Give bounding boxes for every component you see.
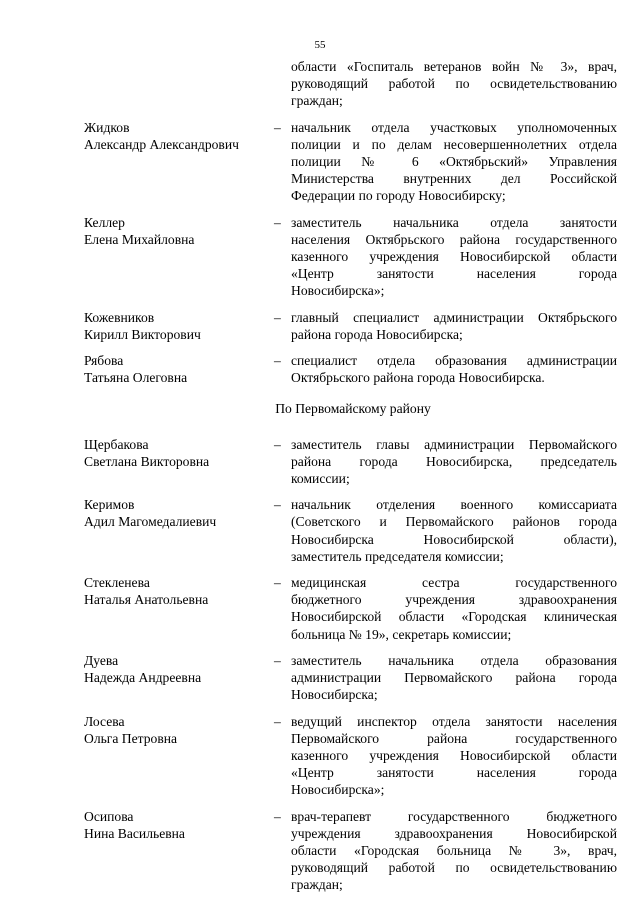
member-given-names: Надежда Андреевна — [84, 670, 202, 686]
text-line: бюджетного учреждения здравоохранения — [291, 592, 617, 608]
member-given-names: Наталья Анатольевна — [84, 592, 209, 608]
member-given-names: Ольга Петровна — [84, 730, 178, 746]
member-list-oktyabrsky — [0, 119, 640, 387]
dash-separator: – — [274, 309, 281, 325]
text-line: области «Городская больница № 3», врач, — [291, 842, 617, 858]
text-line: ведущий инспектор отдела занятости населения — [291, 713, 617, 729]
dash-separator: – — [274, 575, 281, 591]
member-entry — [0, 808, 640, 894]
member-surname: Осипова — [84, 808, 134, 824]
member-position — [291, 713, 617, 799]
member-surname: Керимов — [84, 497, 135, 513]
text-line: Федерации по городу Новосибирску; — [291, 188, 506, 204]
member-position — [291, 574, 617, 643]
text-line: больница № 19», секретарь комиссии; — [291, 626, 512, 642]
member-position — [291, 214, 617, 300]
text-line: граждан; — [291, 877, 343, 893]
text-line: учреждения здравоохранения Новосибирской — [291, 825, 617, 841]
member-surname: Щербакова — [84, 436, 149, 452]
text-line: казенного учреждения Новосибирской области — [291, 249, 617, 265]
member-given-names: Кирилл Викторович — [84, 326, 201, 342]
member-name — [84, 652, 264, 686]
text-line: полиции и по делам несовершеннолетних отдела — [291, 136, 617, 152]
dash-separator: – — [274, 808, 281, 824]
member-surname: Стекленева — [84, 575, 150, 591]
text-line: комиссии; — [291, 471, 350, 487]
text-line: района города Новосибирска; — [291, 326, 463, 342]
member-given-names: Нина Васильевна — [84, 825, 185, 841]
continuation-text — [291, 58, 617, 110]
member-given-names: Елена Михайловна — [84, 231, 195, 247]
text-line: Первомайского района государственного — [291, 730, 617, 746]
member-name — [84, 119, 264, 153]
section-heading: По Первомайскому району — [275, 401, 431, 417]
member-entry — [0, 352, 640, 386]
member-surname: Кожевников — [84, 309, 155, 325]
text-line: врач-терапевт государственного бюджетного — [291, 808, 617, 824]
member-surname: Рябова — [84, 353, 124, 369]
text-line: населения Октябрьского района государственного — [291, 231, 617, 247]
text-line: Новосибирска»; — [291, 283, 385, 299]
member-position — [291, 119, 617, 205]
member-position — [291, 808, 617, 894]
text-line: специалист отдела образования администрации — [291, 353, 617, 369]
text-line: главный специалист администрации Октябрьского — [291, 309, 617, 325]
text-line: Новосибирска Новосибирской области), — [291, 531, 617, 547]
member-surname: Жидков — [84, 119, 130, 135]
text-line: Октябрьского района города Новосибирска. — [291, 370, 545, 386]
text-line: района города Новосибирска, председатель — [291, 453, 617, 469]
continuation-block — [0, 58, 640, 110]
text-line: заместитель главы администрации Первомайского — [291, 436, 617, 452]
member-entry — [0, 574, 640, 643]
page-number: 55 — [314, 39, 326, 51]
member-name — [84, 214, 264, 248]
member-name — [84, 352, 264, 386]
dash-separator: – — [274, 214, 281, 230]
member-entry — [0, 309, 640, 343]
document-body — [0, 58, 640, 894]
text-line: заместитель начальника отдела образования — [291, 652, 617, 668]
text-line: Новосибирской области «Городская клиническая — [291, 609, 617, 625]
member-position — [291, 309, 617, 343]
member-surname: Келлер — [84, 214, 125, 230]
member-given-names: Александр Александрович — [84, 136, 239, 152]
dash-separator: – — [274, 497, 281, 513]
member-surname: Лосева — [84, 713, 125, 729]
dash-separator: – — [274, 353, 281, 369]
dash-separator: – — [274, 652, 281, 668]
text-line: заместитель председателя комиссии; — [291, 548, 504, 564]
text-line: «Центр занятости населения города — [291, 266, 617, 282]
member-entry — [0, 119, 640, 205]
member-given-names: Татьяна Олеговна — [84, 370, 188, 386]
text-line: начальник отдела участковых уполномоченных — [291, 119, 617, 135]
dash-separator: – — [274, 436, 281, 452]
member-entry — [0, 713, 640, 799]
text-line: руководящий работой по освидетельствованию — [291, 860, 617, 876]
dash-separator: – — [274, 119, 281, 135]
member-list-pervomaisky — [0, 436, 640, 894]
text-line: начальник отделения военного комиссариата — [291, 497, 617, 513]
text-line: заместитель начальника отдела занятости — [291, 214, 617, 230]
text-line: медицинская сестра государственного — [291, 575, 617, 591]
member-entry — [0, 652, 640, 704]
dash-separator: – — [274, 713, 281, 729]
member-entry — [0, 214, 640, 300]
member-position — [291, 352, 617, 386]
member-given-names: Светлана Викторовна — [84, 453, 210, 469]
member-surname: Дуева — [84, 652, 119, 668]
member-name — [84, 436, 264, 470]
text-line: (Советского и Первомайского районов города — [291, 514, 617, 530]
member-given-names: Адил Магомедалиевич — [84, 514, 217, 530]
member-entry — [0, 436, 640, 488]
text-line: граждан; — [291, 93, 343, 109]
text-line: Министерства внутренних дел Российской — [291, 171, 617, 187]
member-position — [291, 496, 617, 565]
text-line: руководящий работой по освидетельствованию — [291, 76, 617, 92]
text-line: полиции № 6 «Октябрьский» Управления — [291, 154, 617, 170]
member-entry — [0, 496, 640, 565]
member-name — [84, 713, 264, 747]
member-name — [84, 808, 264, 842]
text-line: Новосибирска; — [291, 687, 378, 703]
text-line: «Центр занятости населения города — [291, 765, 617, 781]
text-line: казенного учреждения Новосибирской области — [291, 747, 617, 763]
member-name — [84, 574, 264, 608]
text-line: администрации Первомайского района города — [291, 670, 617, 686]
text-line: области «Госпиталь ветеранов войн № 3», врач, — [291, 59, 617, 74]
member-position — [291, 652, 617, 704]
text-line: Новосибирска»; — [291, 782, 385, 798]
member-position — [291, 436, 617, 488]
member-name — [84, 496, 264, 530]
member-name — [84, 309, 264, 343]
